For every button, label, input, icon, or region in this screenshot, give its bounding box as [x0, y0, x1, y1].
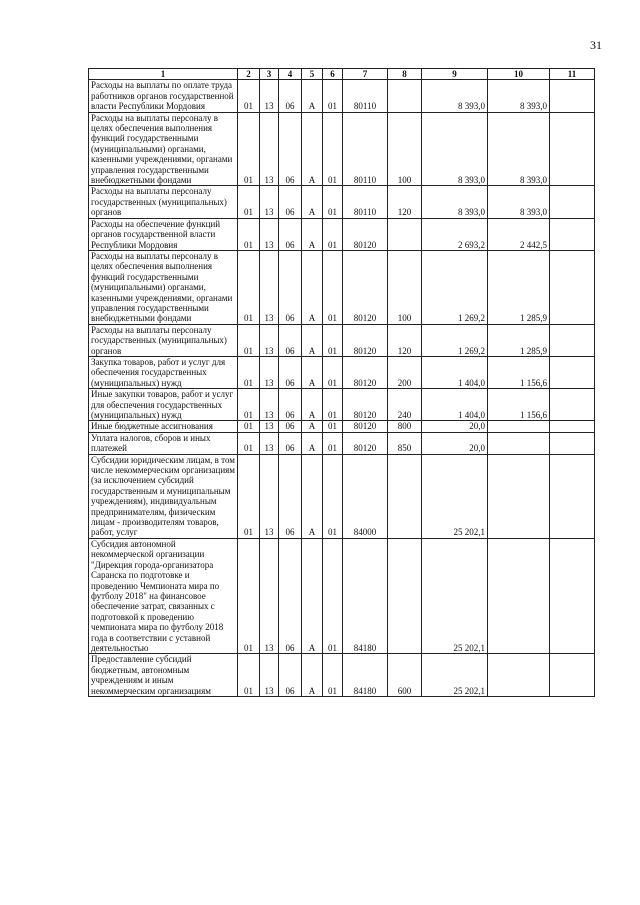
item-name: Иные бюджетные ассигнования — [89, 421, 238, 432]
code-program: 06 — [279, 538, 302, 653]
expense-type — [388, 454, 422, 538]
table-row — [89, 421, 595, 432]
code-event: 01 — [323, 356, 343, 388]
item-name: Расходы на выплаты по оплате труда работников органов государственной власти Республики Мордовия — [89, 80, 238, 112]
code-direction: 80120 — [343, 432, 388, 454]
code-subsection: 13 — [260, 112, 279, 186]
code-subsection: 13 — [260, 80, 279, 112]
code-subprogram: А — [302, 356, 323, 388]
code-event: 01 — [323, 432, 343, 454]
amount-col9: 1 404,0 — [422, 356, 488, 388]
amount-col11 — [550, 538, 595, 653]
column-header: 2 — [238, 69, 260, 80]
amount-col10 — [488, 454, 550, 538]
code-section: 01 — [238, 454, 260, 538]
amount-col11 — [550, 356, 595, 388]
amount-col9: 25 202,1 — [422, 654, 488, 697]
amount-col9: 1 269,2 — [422, 324, 488, 356]
table-row — [89, 356, 595, 388]
code-subsection: 13 — [260, 356, 279, 388]
code-subprogram: А — [302, 186, 323, 218]
column-header: 9 — [422, 69, 488, 80]
code-direction: 80110 — [343, 186, 388, 218]
code-event: 01 — [323, 324, 343, 356]
item-name: Иные закупки товаров, работ и услуг для обеспечения государственных (муниципальных) нужд — [89, 389, 238, 421]
table-row — [89, 538, 595, 653]
code-section: 01 — [238, 112, 260, 186]
expense-type: 240 — [388, 389, 422, 421]
item-name: Расходы на обеспечение функций органов государственной власти Республики Мордовия — [89, 218, 238, 250]
expense-type: 800 — [388, 421, 422, 432]
code-program: 06 — [279, 80, 302, 112]
amount-col9: 1 404,0 — [422, 389, 488, 421]
code-program: 06 — [279, 454, 302, 538]
amount-col11 — [550, 250, 595, 324]
code-direction: 84180 — [343, 538, 388, 653]
column-header: 4 — [279, 69, 302, 80]
expense-type: 850 — [388, 432, 422, 454]
code-program: 06 — [279, 250, 302, 324]
code-subsection: 13 — [260, 218, 279, 250]
amount-col11 — [550, 80, 595, 112]
code-section: 01 — [238, 538, 260, 653]
code-subsection: 13 — [260, 324, 279, 356]
budget-table — [88, 68, 595, 697]
code-event: 01 — [323, 250, 343, 324]
code-section: 01 — [238, 356, 260, 388]
table-row — [89, 218, 595, 250]
table-row — [89, 250, 595, 324]
expense-type — [388, 80, 422, 112]
code-subprogram: А — [302, 80, 323, 112]
amount-col9: 8 393,0 — [422, 112, 488, 186]
code-section: 01 — [238, 324, 260, 356]
column-header: 1 — [89, 69, 238, 80]
code-subsection: 13 — [260, 389, 279, 421]
code-subprogram: А — [302, 421, 323, 432]
expense-type — [388, 538, 422, 653]
code-subprogram: А — [302, 389, 323, 421]
table-row — [89, 324, 595, 356]
table-row — [89, 654, 595, 697]
table-row — [89, 432, 595, 454]
code-section: 01 — [238, 654, 260, 697]
amount-col10: 8 393,0 — [488, 80, 550, 112]
amount-col9: 8 393,0 — [422, 186, 488, 218]
amount-col10 — [488, 654, 550, 697]
amount-col11 — [550, 218, 595, 250]
code-event: 01 — [323, 80, 343, 112]
table-row — [89, 454, 595, 538]
code-section: 01 — [238, 186, 260, 218]
amount-col11 — [550, 454, 595, 538]
code-event: 01 — [323, 112, 343, 186]
code-event: 01 — [323, 186, 343, 218]
code-subprogram: А — [302, 432, 323, 454]
amount-col10: 8 393,0 — [488, 186, 550, 218]
code-section: 01 — [238, 432, 260, 454]
code-direction: 80110 — [343, 112, 388, 186]
amount-col9: 8 393,0 — [422, 80, 488, 112]
column-header: 7 — [343, 69, 388, 80]
code-event: 01 — [323, 538, 343, 653]
code-program: 06 — [279, 421, 302, 432]
item-name: Субсидии юридическим лицам, в том числе некоммерческим организациям (за исключением субсидий государственным и муниципальным учреждениям), индивидуальным предпринимателям, физическим лицам - производителям товаров, работ, услуг — [89, 454, 238, 538]
header-row — [89, 69, 595, 80]
code-direction: 80120 — [343, 389, 388, 421]
column-header: 11 — [550, 69, 595, 80]
code-direction: 80120 — [343, 421, 388, 432]
code-subprogram: А — [302, 218, 323, 250]
code-section: 01 — [238, 250, 260, 324]
column-header: 3 — [260, 69, 279, 80]
code-direction: 80120 — [343, 250, 388, 324]
code-program: 06 — [279, 112, 302, 186]
item-name: Закупка товаров, работ и услуг для обеспечения государственных (муниципальных) нужд — [89, 356, 238, 388]
item-name: Уплата налогов, сборов и иных платежей — [89, 432, 238, 454]
table-body — [89, 80, 595, 697]
code-subprogram: А — [302, 538, 323, 653]
item-name: Предоставление субсидий бюджетным, автономным учреждениям и иным некоммерческим организациям — [89, 654, 238, 697]
amount-col9: 25 202,1 — [422, 454, 488, 538]
column-header: 5 — [302, 69, 323, 80]
amount-col11 — [550, 112, 595, 186]
column-header: 10 — [488, 69, 550, 80]
item-name: Расходы на выплаты персоналу в целях обеспечения выполнения функций государственными (муниципальными) органами, казенными учреждениями, органами управления государственными внебюджетными фондами — [89, 112, 238, 186]
code-subsection: 13 — [260, 250, 279, 324]
table-row — [89, 112, 595, 186]
code-program: 06 — [279, 218, 302, 250]
item-name: Субсидия автономной некоммерческой организации "Дирекция города-организатора Саранска по подготовке и проведению Чемпионата мира по футболу 2018" на финансовое обеспечение затрат, связанных с подготовкой к проведению чемпионата мира по футболу 2018 года в соответствии с уставной деятельностью — [89, 538, 238, 653]
item-name: Расходы на выплаты персоналу государственных (муниципальных) органов — [89, 324, 238, 356]
table-row — [89, 80, 595, 112]
column-header: 8 — [388, 69, 422, 80]
table-row — [89, 389, 595, 421]
code-subsection: 13 — [260, 454, 279, 538]
code-subsection: 13 — [260, 538, 279, 653]
amount-col10 — [488, 432, 550, 454]
code-program: 06 — [279, 654, 302, 697]
amount-col11 — [550, 432, 595, 454]
column-header: 6 — [323, 69, 343, 80]
code-section: 01 — [238, 80, 260, 112]
table-row — [89, 186, 595, 218]
code-section: 01 — [238, 421, 260, 432]
code-direction: 84000 — [343, 454, 388, 538]
amount-col10: 1 156,6 — [488, 389, 550, 421]
expense-type: 120 — [388, 324, 422, 356]
item-name: Расходы на выплаты персоналу в целях обеспечения выполнения функций государственными (муниципальными) органами, казенными учреждениями, органами управления государственными внебюджетными фондами — [89, 250, 238, 324]
expense-type: 100 — [388, 112, 422, 186]
expense-type: 100 — [388, 250, 422, 324]
page-number: 31 — [590, 38, 602, 52]
amount-col9: 25 202,1 — [422, 538, 488, 653]
code-subprogram: А — [302, 250, 323, 324]
amount-col9: 20,0 — [422, 421, 488, 432]
code-subprogram: А — [302, 112, 323, 186]
amount-col11 — [550, 186, 595, 218]
expense-type — [388, 218, 422, 250]
code-section: 01 — [238, 389, 260, 421]
amount-col10: 8 393,0 — [488, 112, 550, 186]
amount-col10: 1 285,9 — [488, 250, 550, 324]
expense-type: 120 — [388, 186, 422, 218]
code-program: 06 — [279, 432, 302, 454]
code-direction: 80120 — [343, 324, 388, 356]
amount-col11 — [550, 654, 595, 697]
code-event: 01 — [323, 421, 343, 432]
code-program: 06 — [279, 356, 302, 388]
amount-col11 — [550, 389, 595, 421]
amount-col11 — [550, 324, 595, 356]
code-subprogram: А — [302, 324, 323, 356]
code-program: 06 — [279, 389, 302, 421]
code-event: 01 — [323, 218, 343, 250]
code-subsection: 13 — [260, 421, 279, 432]
amount-col9: 2 693,2 — [422, 218, 488, 250]
code-event: 01 — [323, 389, 343, 421]
amount-col11 — [550, 421, 595, 432]
item-name: Расходы на выплаты персоналу государственных (муниципальных) органов — [89, 186, 238, 218]
code-direction: 84180 — [343, 654, 388, 697]
amount-col10: 1 285,9 — [488, 324, 550, 356]
amount-col9: 1 269,2 — [422, 250, 488, 324]
code-program: 06 — [279, 324, 302, 356]
amount-col10: 1 156,6 — [488, 356, 550, 388]
code-subprogram: А — [302, 454, 323, 538]
code-subsection: 13 — [260, 654, 279, 697]
expense-type: 200 — [388, 356, 422, 388]
code-section: 01 — [238, 218, 260, 250]
code-direction: 80120 — [343, 218, 388, 250]
amount-col10 — [488, 421, 550, 432]
expense-type: 600 — [388, 654, 422, 697]
code-direction: 80110 — [343, 80, 388, 112]
code-direction: 80120 — [343, 356, 388, 388]
code-event: 01 — [323, 654, 343, 697]
amount-col10: 2 442,5 — [488, 218, 550, 250]
code-subsection: 13 — [260, 186, 279, 218]
code-subsection: 13 — [260, 432, 279, 454]
code-subprogram: А — [302, 654, 323, 697]
amount-col9: 20,0 — [422, 432, 488, 454]
code-program: 06 — [279, 186, 302, 218]
code-event: 01 — [323, 454, 343, 538]
amount-col10 — [488, 538, 550, 653]
